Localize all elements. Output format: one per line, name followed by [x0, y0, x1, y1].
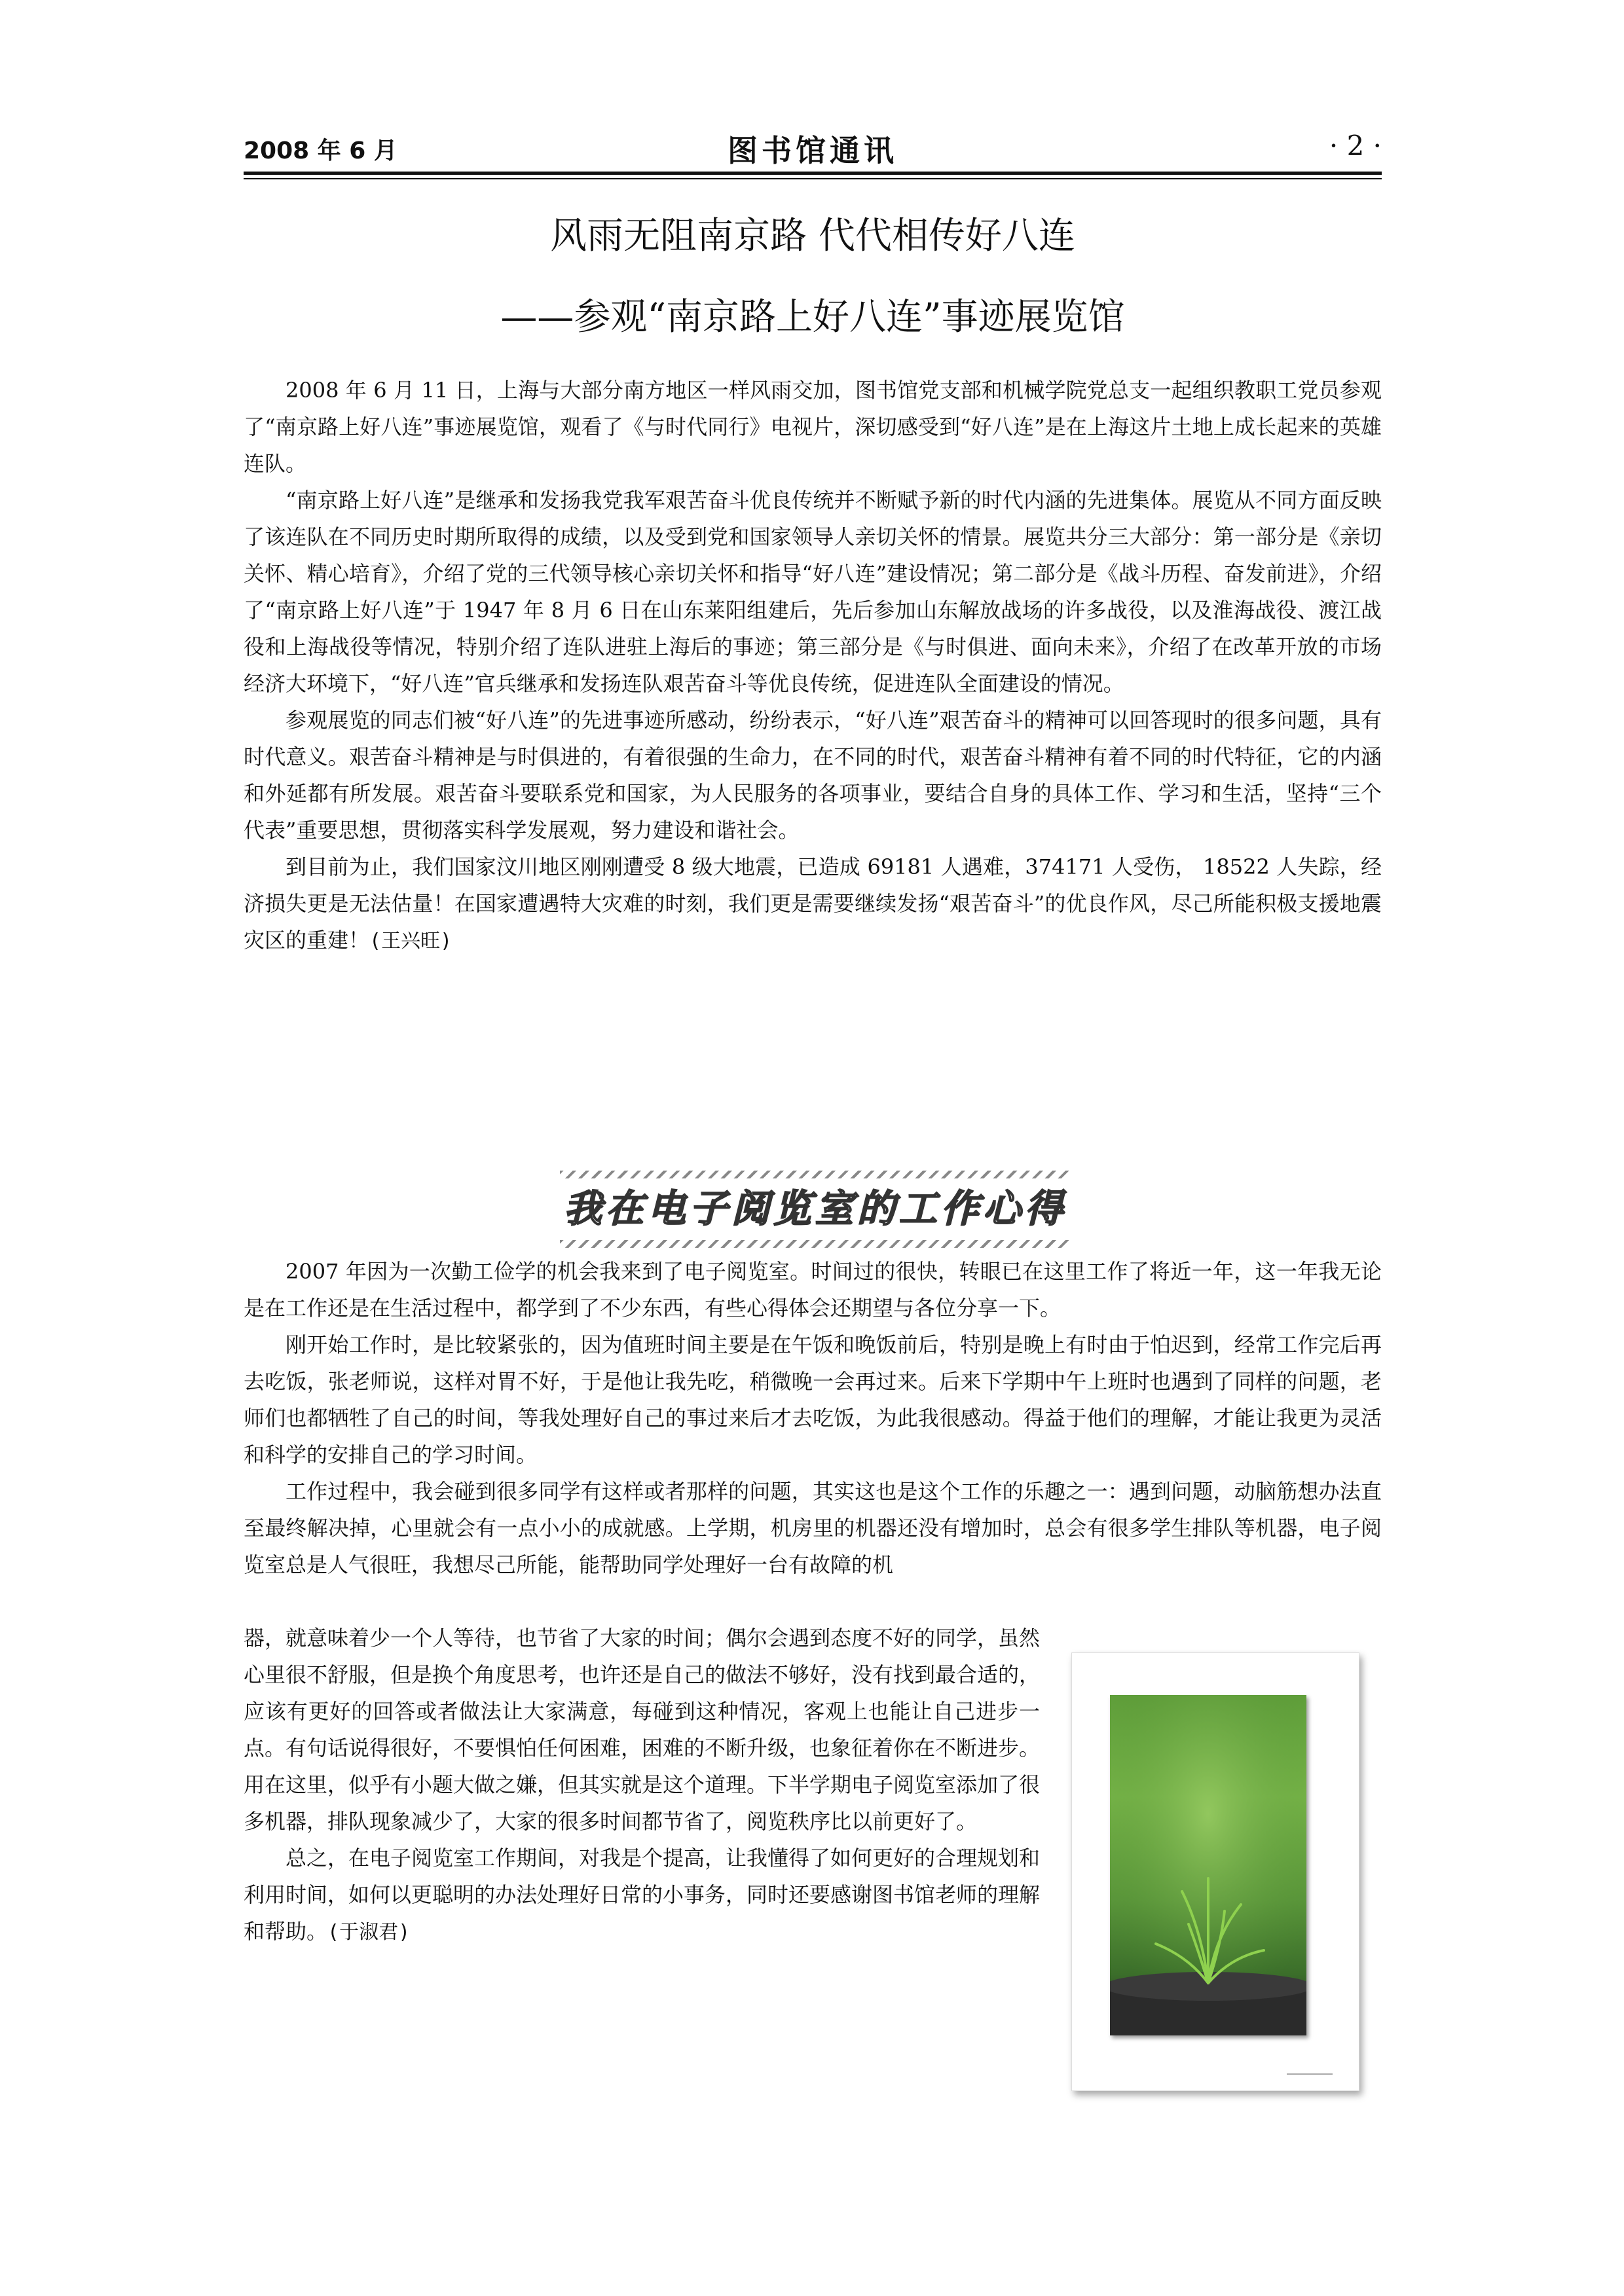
page-number: · 2 ·	[1329, 130, 1382, 162]
green-sprout-photo	[1110, 1695, 1306, 2035]
article2-body-full	[244, 1253, 1382, 1583]
article2-paragraph: 工作过程中，我会碰到很多同学有这样或者那样的问题，其实这也是这个工作的乐趣之一：遇到问题，动脑筋想办法直至最终解决掉，心里就会有一点小小的成就感。上学期，机房里的机器还没有增加时，总会有很多学生排队等机器，电子阅览室总是人气很旺，我想尽己所能，能帮助同学处理好一台有故障的机	[244, 1479, 1382, 1577]
article1-author: (王兴旺)	[369, 930, 452, 953]
article1-paragraph	[244, 848, 1382, 960]
photo-frame	[1071, 1652, 1359, 2091]
article1-paragraph-text: 到目前为止，我们国家汶川地区刚刚遭受 8 级大地震，已造成 69181 人遇难，374171 人受伤， 18522 人失踪，经济损失更是无法估量！在国家遭遇特大灾难的时刻，我们更是需要继续发扬“艰苦奋斗”的优良作风，尽己所能积极支援地震灾区的重建！	[244, 854, 1382, 953]
article1-subtitle: ——参观“南京路上好八连”事迹展览馆	[500, 296, 1125, 338]
header-rule-thick	[244, 172, 1382, 175]
grass-sprout-icon	[1110, 1695, 1306, 2035]
article2-paragraph: 刚开始工作时，是比较紧张的，因为值班时间主要是在午饭和晚饭前后，特别是晚上有时由于怕迟到，经常工作完后再去吃饭，张老师说，这样对胃不好，于是他让我先吃，稍微晚一会再过来。后来下学期中午上班时也遇到了同样的问题，老师们也都牺牲了自己的时间，等我处理好自己的事过来后才去吃饭，为此我很感动。得益于他们的理解，才能让我更为灵活和科学的安排自己的学习时间。	[244, 1332, 1382, 1467]
article1-body	[244, 372, 1382, 960]
header-rule-thin	[244, 178, 1382, 179]
article2-paragraph-text: 总之，在电子阅览室工作期间，对我是个提高，让我懂得了如何更好的合理规划和利用时间，如何以更聪明的办法处理好日常的小事务，同时还要感谢图书馆老师的理解和帮助。	[244, 1846, 1041, 1944]
article2-paragraph	[244, 1840, 1040, 1951]
banner-hatch-top	[560, 1171, 1071, 1178]
article1-paragraph: 2008 年 6 月 11 日，上海与大部分南方地区一样风雨交加，图书馆党支部和机械学院党总支一起组织教职工党员参观了“南京路上好八连”事迹展览馆，观看了《与时代同行》电视片，深切感受到“好八连”是在上海这片土地上成长起来的英雄连队。	[244, 378, 1382, 476]
article2-title: 我在电子阅览室的工作心得	[563, 1186, 1067, 1231]
article2-banner	[560, 1171, 1071, 1248]
article1-paragraph: 参观展览的同志们被“好八连”的先进事迹所感动，纷纷表示，“好八连”艰苦奋斗的精神可以回答现时的很多问题，具有时代意义。艰苦奋斗精神是与时俱进的，有着很强的生命力，在不同的时代，艰苦奋斗精神有着不同的时代特征，它的内涵和外延都有所发展。艰苦奋斗要联系党和国家，为人民服务的各项事业，要结合自身的具体工作、学习和生活，坚持“三个代表”重要思想，贯彻落实科学发展观，努力建设和谐社会。	[244, 708, 1382, 843]
issue-date: 2008 年 6 月	[244, 137, 397, 164]
article2-paragraph-continued: 器，就意味着少一个人等待，也节省了大家的时间；偶尔会遇到态度不好的同学，虽然心里很不舒服，但是换个角度思考，也许还是自己的做法不够好，没有找到最合适的，应该有更好的回答或者做法让大家满意，每碰到这种情况，客观上也能让自己进步一点。有句话说得很好，不要惧怕任何困难，困难的不断升级，也象征着你在不断进步。用在这里，似乎有小题大做之嫌，但其实就是这个道理。下半学期电子阅览室添加了很多机器，排队现象减少了，大家的很多时间都节省了，阅览秩序比以前更好了。	[244, 1626, 1041, 1834]
photo-signature	[1287, 2073, 1333, 2075]
article2-author: (于淑君)	[327, 1921, 411, 1944]
article2-body-narrow	[244, 1620, 1040, 1951]
article2-paragraph: 2007 年因为一次勤工俭学的机会我来到了电子阅览室。时间过的很快，转眼已在这里工作了将近一年，这一年我无论是在工作还是在生活过程中，都学到了不少东西，有些心得体会还期望与各位分享一下。	[244, 1259, 1382, 1321]
page-header	[244, 124, 1382, 170]
banner-hatch-bottom	[560, 1240, 1071, 1248]
article1-paragraph: “南京路上好八连”是继承和发扬我党我军艰苦奋斗优良传统并不断赋予新的时代内涵的先进集体。展览从不同方面反映了该连队在不同历史时期所取得的成绩，以及受到党和国家领导人亲切关怀的情景。展览共分三大部分：第一部分是《亲切关怀、精心培育》，介绍了党的三代领导核心亲切关怀和指导“好八连”建设情况；第二部分是《战斗历程、奋发前进》，介绍了“南京路上好八连”于 1947 年 8 月 6 日在山东莱阳组建后，先后参加山东解放战场的许多战役，以及淮海战役、渡江战役和上海战役等情况，特别介绍了连队进驻上海后的事迹；第三部分是《与时俱进、面向未来》，介绍了在改革开放的市场经济大环境下，“好八连”官兵继承和发扬连队艰苦奋斗等优良传统，促进连队全面建设的情况。	[244, 488, 1382, 696]
publication-title: 图书馆通讯	[728, 133, 898, 168]
article1-title: 风雨无阻南京路 代代相传好八连	[550, 215, 1075, 257]
